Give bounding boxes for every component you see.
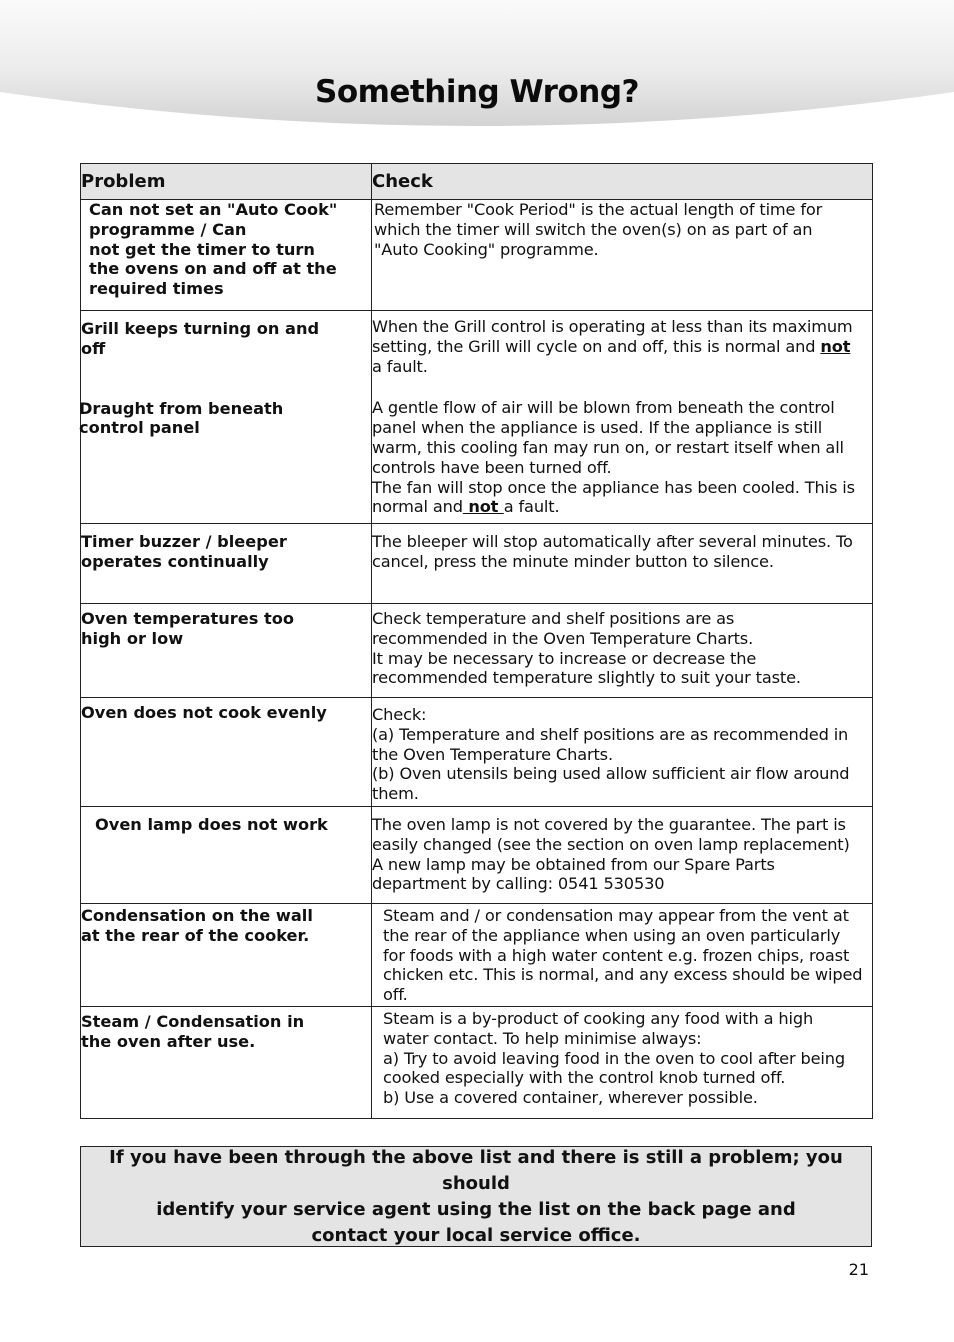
service-notice-text (81, 1145, 871, 1249)
check-line: recommended in the Oven Temperature Charts. (372, 628, 754, 648)
check-column-header: Check (372, 164, 873, 200)
problem-cell (81, 311, 372, 524)
check-line: The fan will stop once the appliance has been cooled. This is (372, 477, 855, 497)
check-cell (372, 698, 873, 807)
check-line: cancel, press the minute minder button to silence. (372, 551, 774, 571)
check-line: which the timer will switch the oven(s) on as part of an (374, 219, 813, 239)
table-row (81, 524, 873, 604)
troubleshooting-table (80, 163, 873, 1119)
problem-line: Oven temperatures too (81, 609, 294, 628)
check-line: warm, this cooling fan may run on, or restart itself when all (372, 437, 844, 457)
problem-line: control panel (79, 418, 200, 438)
problem-line: Condensation on the wall (81, 906, 313, 925)
check-line: b) Use a covered container, wherever possible. (383, 1088, 758, 1108)
check-line: recommended temperature slightly to suit your taste. (372, 668, 801, 688)
problem-line: not get the timer to turn (89, 239, 315, 259)
table-row (81, 698, 873, 807)
problem-cell (81, 200, 372, 311)
check-cell (372, 311, 873, 524)
check-line: water contact. To help minimise always: (383, 1028, 702, 1048)
check-line: panel when the appliance is used. If the appliance is still (372, 418, 823, 438)
notice-line: contact your local service office. (311, 1224, 641, 1246)
check-line: (b) Oven utensils being used allow sufficient air flow around (372, 764, 850, 784)
check-cell (372, 524, 873, 604)
problem-line: required times (89, 279, 224, 299)
table-row (81, 200, 873, 311)
table-row (81, 904, 873, 1007)
problem-cell (81, 698, 372, 807)
check-line: chicken etc. This is normal, and any excess should be wiped (383, 965, 863, 985)
check-line: Steam and / or condensation may appear from the vent at (383, 906, 849, 925)
problem-column-header: Problem (81, 164, 372, 200)
check-line: the rear of the appliance when using an oven particularly (383, 925, 841, 945)
check-text: a fault. (503, 497, 560, 517)
check-line: It may be necessary to increase or decrease the (372, 648, 757, 668)
problem-line: Grill keeps turning on and (81, 319, 320, 338)
problem-line: programme / Can (89, 219, 247, 239)
check-cell (372, 604, 873, 698)
check-line: Check temperature and shelf positions are as (372, 609, 735, 628)
check-cell (372, 200, 873, 311)
header-band (0, 0, 954, 135)
problem-line: the oven after use. (81, 1031, 256, 1051)
spacer (81, 359, 371, 399)
check-line: The bleeper will stop automatically after several minutes. To (372, 532, 853, 551)
page-number: 21 (848, 1260, 869, 1279)
table-row (81, 311, 873, 524)
table-row (81, 1007, 873, 1119)
check-text: setting, the Grill will cycle on and off, this is normal and (372, 336, 821, 356)
check-line: When the Grill control is operating at less than its maximum (372, 317, 853, 336)
problem-line: at the rear of the cooker. (81, 925, 310, 945)
check-line: them. (372, 784, 419, 804)
check-line: the Oven Temperature Charts. (372, 744, 613, 764)
check-line: controls have been turned off. (372, 457, 612, 477)
page-title: Something Wrong? (315, 74, 639, 110)
problem-cell (81, 524, 372, 604)
check-line: department by calling: 0541 530530 (372, 874, 665, 894)
check-line: a fault. (372, 356, 428, 376)
check-line: for foods with a high water content e.g. frozen chips, roast (383, 945, 850, 965)
problem-line: Steam / Condensation in (81, 1012, 305, 1031)
problem-cell (81, 904, 372, 1007)
header-curve-graphic (0, 0, 954, 135)
check-line: A gentle flow of air will be blown from beneath the control (372, 398, 835, 418)
notice-line: If you have been through the above list and there is still a problem; you should (109, 1146, 843, 1194)
emphasis-not: not (820, 336, 851, 356)
problem-line: Oven lamp does not work (95, 815, 328, 834)
problem-cell (81, 1007, 372, 1119)
check-cell (372, 1007, 873, 1119)
check-line-with-emphasis (372, 497, 872, 517)
problem-line: operates continually (81, 551, 269, 571)
emphasis-not: not (462, 497, 504, 517)
check-line: (a) Temperature and shelf positions are as recommended in (372, 724, 849, 744)
service-notice-box (80, 1146, 872, 1247)
check-line: off. (383, 985, 408, 1005)
problem-line: off (81, 338, 106, 358)
check-cell (372, 807, 873, 904)
check-line: A new lamp may be obtained from our Spare Parts (372, 854, 775, 874)
check-line: cooked especially with the control knob turned off. (383, 1068, 786, 1088)
problem-cell (81, 604, 372, 698)
check-text: normal and (372, 497, 463, 517)
check-line: Check: (372, 705, 427, 724)
check-line: easily changed (see the section on oven lamp replacement) (372, 834, 850, 854)
problem-line: the ovens on and off at the (89, 259, 337, 279)
check-line-with-emphasis (372, 337, 872, 357)
problem-line: high or low (81, 628, 184, 648)
table-header-row (81, 164, 873, 200)
notice-line: identify your service agent using the list on the back page and (156, 1198, 796, 1220)
check-line: Remember "Cook Period" is the actual length of time for (374, 200, 823, 219)
problem-line: Timer buzzer / bleeper (81, 532, 287, 551)
problem-subgroup (79, 399, 371, 439)
check-line: "Auto Cooking" programme. (374, 239, 599, 259)
check-line: a) Try to avoid leaving food in the oven to cool after being (383, 1048, 845, 1068)
problem-line: Oven does not cook evenly (81, 703, 327, 722)
spacer (372, 376, 872, 398)
problem-line: Can not set an "Auto Cook" (89, 200, 338, 219)
problem-line: Draught from beneath (79, 398, 284, 418)
check-cell (372, 904, 873, 1007)
table-row (81, 807, 873, 904)
problem-cell (81, 807, 372, 904)
table-row (81, 604, 873, 698)
check-line: The oven lamp is not covered by the guarantee. The part is (372, 815, 846, 834)
check-line: Steam is a by-product of cooking any food with a high (383, 1009, 814, 1028)
